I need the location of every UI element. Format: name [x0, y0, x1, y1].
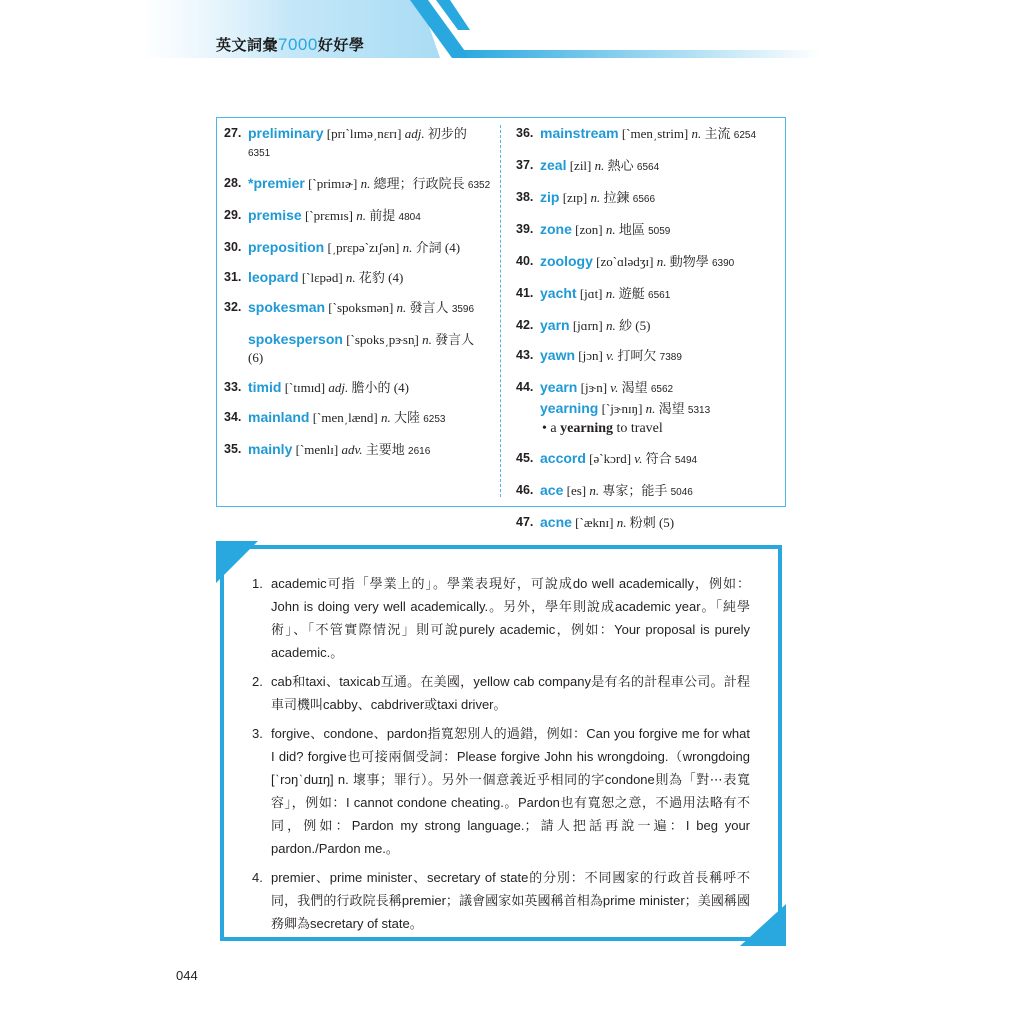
entry-number: 28. — [224, 176, 242, 190]
entry-ipa: [jɔn] — [578, 348, 603, 363]
vocab-entry — [516, 513, 782, 532]
note-number: 1. — [252, 576, 263, 591]
entry-frequency: 6253 — [423, 414, 446, 425]
vocab-entry — [516, 188, 782, 209]
example-bold: yearning — [560, 421, 614, 436]
vocab-entry — [516, 449, 782, 470]
entry-meaning: 初步的 — [427, 126, 467, 141]
entry-meaning: 熱心 — [607, 158, 634, 173]
entry-meaning: 花豹 — [358, 270, 385, 285]
entry-meaning: 膽小的 — [351, 380, 391, 395]
entry-ipa: [zoˋɑlədʒɪ] — [596, 254, 654, 269]
note-item — [252, 572, 750, 664]
entry-pos: n. — [356, 208, 367, 223]
entry-word: zip — [540, 189, 560, 205]
vocab-entry — [224, 268, 492, 287]
entry-ipa: [ˋæknɪ] — [575, 515, 614, 530]
entry-word: ace — [540, 482, 564, 498]
entry-frequency: 4804 — [398, 212, 421, 223]
vocab-entry — [224, 330, 492, 367]
entry-ipa: [jɝn] — [580, 380, 608, 395]
vocab-entry — [224, 174, 492, 195]
entry-meaning: 發言人 — [435, 332, 475, 347]
example-pre: • a — [542, 421, 561, 436]
entry-meaning: 符合 — [645, 451, 672, 466]
entry-word: mainland — [248, 409, 310, 425]
entry-ipa: [prɪˋlɪmə͵nɛrɪ] — [326, 126, 402, 141]
entry-pos: n. — [605, 222, 616, 237]
entry-word: zoology — [540, 253, 593, 269]
book-title — [216, 34, 364, 55]
vocab-entry — [516, 124, 782, 145]
entry-level: (4) — [388, 270, 404, 285]
entry-pos: n. — [691, 126, 702, 141]
entry-ipa: [ˋprɛmɪs] — [304, 208, 354, 223]
vocab-column-left — [224, 124, 492, 472]
entry-ipa: [͵prɛpəˋzɪʃən] — [327, 240, 400, 255]
entry-word: preliminary — [248, 125, 324, 141]
entry-level: (5) — [635, 318, 651, 333]
entry-number: 42. — [516, 318, 534, 332]
entry-meaning: 總理；行政院長 — [373, 176, 465, 191]
entry-meaning: 發言人 — [409, 300, 449, 315]
entry-word: *premier — [248, 175, 305, 191]
sub-ipa: [ˋjɝnɪŋ] — [601, 401, 643, 416]
entry-ipa: [ˋmenlɪ] — [295, 442, 339, 457]
entry-frequency: 6352 — [467, 180, 491, 191]
entry-pos: adj. — [328, 380, 349, 395]
note-item — [252, 722, 750, 860]
entry-meaning: 動物學 — [669, 254, 709, 269]
entry-example — [540, 420, 782, 438]
sub-word: yearning — [540, 400, 599, 416]
title-prefix: 英文詞彙 — [216, 37, 279, 54]
vocab-entry — [224, 298, 492, 319]
entry-meaning: 地區 — [618, 222, 645, 237]
entry-frequency: 6562 — [650, 384, 674, 395]
entry-number: 39. — [516, 222, 534, 236]
note-text: academic可指「學業上的」。學業表現好，可說成do well academically，例如：John is doing very well academically.。另外，學年則說成academic year。「純學術」、「不管實際情況」則可說purely academic，例如：Your proposal is purely academic.。 — [271, 576, 750, 660]
entry-frequency: 6561 — [648, 290, 671, 301]
entry-level: (6) — [248, 350, 264, 365]
entry-ipa: [ˋspoksmən] — [328, 300, 394, 315]
entry-pos: v. — [606, 348, 615, 363]
entry-meaning: 紗 — [618, 318, 632, 333]
entry-frequency: 6254 — [733, 130, 757, 141]
entry-meaning: 拉鍊 — [603, 190, 630, 205]
entry-meaning: 主流 — [704, 126, 731, 141]
entry-word: leopard — [248, 269, 299, 285]
entry-pos: n. — [656, 254, 667, 269]
entry-meaning: 打呵欠 — [617, 348, 657, 363]
entry-frequency: 2616 — [408, 446, 431, 457]
entry-number: 30. — [224, 240, 242, 254]
sub-pos: n. — [645, 401, 656, 416]
entry-number: 32. — [224, 300, 242, 314]
example-post: to travel — [613, 421, 663, 436]
entry-ipa: [ˋlɛpəd] — [301, 270, 343, 285]
entry-pos: n. — [605, 286, 616, 301]
entry-pos: n. — [380, 410, 391, 425]
entry-number: 31. — [224, 270, 242, 284]
entry-meaning: 粉刺 — [629, 515, 656, 530]
entry-word: spokesman — [248, 299, 326, 315]
entry-ipa: [jɑt] — [579, 286, 603, 301]
note-text: cab和taxi、taxicab互通。在美國，yellow cab company是有名的計程車公司。計程車司機叫cabby、cabdriver或taxi driver。 — [271, 674, 750, 712]
vocab-entry — [516, 284, 782, 305]
vocab-entry — [516, 316, 782, 335]
note-number: 3. — [252, 726, 263, 741]
entry-level: (4) — [393, 380, 409, 395]
entry-frequency: 6351 — [248, 148, 271, 159]
entry-word: yawn — [540, 347, 576, 363]
entry-ipa: [əˋkɔrd] — [589, 451, 632, 466]
entry-ipa: [zil] — [569, 158, 592, 173]
note-number: 2. — [252, 674, 263, 689]
entry-pos: n. — [345, 270, 356, 285]
entry-frequency: 6564 — [636, 162, 660, 173]
vocab-entry — [516, 346, 782, 367]
vocab-entry — [224, 440, 492, 461]
entry-word: accord — [540, 450, 586, 466]
entry-level: (5) — [658, 515, 675, 530]
note-item — [252, 670, 750, 716]
entry-frequency: 6390 — [711, 258, 735, 269]
vocab-entry — [516, 156, 782, 177]
sub-meaning: 渴望 — [658, 401, 685, 416]
entry-number: 41. — [516, 286, 534, 300]
entry-meaning: 主要地 — [365, 442, 405, 457]
vocab-entry — [516, 481, 782, 502]
entry-word: yarn — [540, 317, 570, 333]
entry-frequency: 3596 — [451, 304, 475, 315]
entry-pos: n. — [396, 300, 407, 315]
header-band — [0, 0, 1024, 60]
entry-number: 37. — [516, 158, 534, 172]
entry-number: 47. — [516, 515, 534, 529]
entry-ipa: [ˋtɪmɪd] — [284, 380, 326, 395]
entry-ipa: [zon] — [575, 222, 603, 237]
entry-pos: adj. — [404, 126, 425, 141]
entry-frequency: 5059 — [648, 226, 671, 237]
entry-level: (4) — [444, 240, 461, 255]
vocab-entry — [224, 378, 492, 397]
entry-meaning: 專家；能手 — [602, 483, 668, 498]
entry-number: 36. — [516, 126, 534, 140]
entry-word: premise — [248, 207, 302, 223]
column-divider — [500, 125, 501, 497]
entry-word: mainstream — [540, 125, 619, 141]
entry-number: 29. — [224, 208, 242, 222]
entry-meaning: 大陸 — [393, 410, 420, 425]
entry-number: 27. — [224, 126, 242, 140]
entry-frequency: 7389 — [659, 352, 682, 363]
entry-ipa: [ˋprimɪɚ] — [308, 176, 358, 191]
entry-word: zone — [540, 221, 572, 237]
entry-meaning: 遊艇 — [618, 286, 645, 301]
page-number: 044 — [176, 968, 198, 983]
entry-pos: v. — [610, 380, 619, 395]
note-text: forgive、condone、pardon指寬恕別人的過錯，例如：Can you forgive me for what I did? forgive也可接兩個受詞：Please forgive John his wrongdoing.（wrongdoing [ˋrɔŋˋduɪŋ] n. 壞事；罪行）。另外一個意義近乎相同的字condone則為「對⋯表寬容」，例如：I cannot condone cheating.。Pardon也有寬恕之意，不過用法略有不同，例如：Pardon my strong language.；請人把話再說一遍：I beg your pardon./Pardon me.。 — [271, 726, 750, 856]
entry-sub-word — [540, 399, 782, 420]
entry-pos: n. — [360, 176, 371, 191]
entry-number: 38. — [516, 190, 534, 204]
vocab-entry — [516, 378, 782, 438]
entry-pos: n. — [616, 515, 627, 530]
entry-pos: v. — [634, 451, 643, 466]
entry-ipa: [es] — [566, 483, 587, 498]
entry-ipa: [zɪp] — [562, 190, 588, 205]
entry-word: mainly — [248, 441, 293, 457]
entry-pos: n. — [589, 483, 600, 498]
entry-ipa: [ˋmen͵lænd] — [312, 410, 378, 425]
entry-frequency: 5494 — [674, 455, 698, 466]
entry-ipa: [ˋmen͵strim] — [621, 126, 689, 141]
note-item — [252, 866, 750, 935]
entry-number: 40. — [516, 254, 534, 268]
entry-ipa: [ˋspoks͵pɝsn̩] — [346, 332, 419, 347]
entry-number: 34. — [224, 410, 242, 424]
note-number: 4. — [252, 870, 263, 885]
entry-word: preposition — [248, 239, 325, 255]
entry-meaning: 前提 — [369, 208, 396, 223]
entry-number: 35. — [224, 442, 242, 456]
entry-word: timid — [248, 379, 282, 395]
entry-pos: n. — [590, 190, 601, 205]
vocab-column-right — [516, 124, 782, 543]
entry-pos: adv. — [341, 442, 363, 457]
vocab-entry — [516, 220, 782, 241]
entry-word: spokesperson — [248, 331, 343, 347]
title-suffix: 好好學 — [317, 37, 365, 54]
vocab-entry — [224, 408, 492, 429]
vocab-entry — [516, 252, 782, 273]
note-text: premier、prime minister、secretary of state的分別：不同國家的行政首長稱呼不同，我們的行政院長稱premier；議會國家如英國稱首相為prime minister；美國稱國務卿為secretary of state。 — [271, 870, 750, 931]
entry-word: zeal — [540, 157, 567, 173]
entry-number: 46. — [516, 483, 534, 497]
entry-ipa: [jɑrn] — [572, 318, 603, 333]
entry-number: 44. — [516, 380, 534, 394]
entry-pos: n. — [594, 158, 605, 173]
vocab-entry — [224, 206, 492, 227]
entry-word: yacht — [540, 285, 577, 301]
vocab-entry — [224, 124, 492, 163]
title-number: 7000 — [278, 35, 318, 54]
entry-pos: n. — [402, 240, 413, 255]
entry-frequency: 5046 — [670, 487, 693, 498]
entry-number: 45. — [516, 451, 534, 465]
entry-meaning: 介詞 — [415, 240, 442, 255]
entry-pos: n. — [422, 332, 432, 347]
entry-word: acne — [540, 514, 572, 530]
vocab-entry — [224, 238, 492, 257]
entry-word: yearn — [540, 379, 578, 395]
entry-frequency: 6566 — [632, 194, 656, 205]
entry-number: 33. — [224, 380, 242, 394]
entry-meaning: 渴望 — [621, 380, 648, 395]
entry-pos: n. — [605, 318, 616, 333]
entry-number: 43. — [516, 348, 534, 362]
notes-list — [252, 572, 750, 941]
sub-frequency: 5313 — [687, 405, 711, 416]
